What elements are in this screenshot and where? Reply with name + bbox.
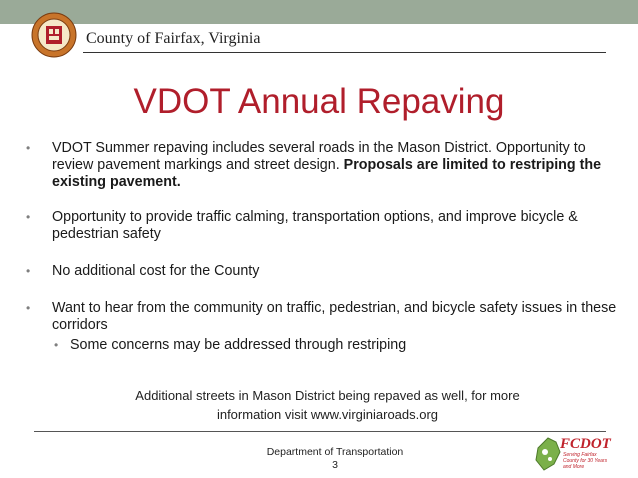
- bullet-4: [26, 300, 622, 354]
- bullet-marker: •: [26, 141, 31, 155]
- fcdot-logo-tagline: Serving Fairfax County for 30 Years and More: [563, 452, 608, 470]
- footer-info: [230, 446, 440, 472]
- bullet-2-text: Opportunity to provide traffic calming, transportation options, and improve bicycle & pedestrian safety: [52, 209, 578, 242]
- department-name: Department of Transportation: [266, 446, 404, 458]
- sub-bullet-text: Some concerns may be addressed through restriping: [70, 337, 407, 353]
- bullet-1-text: VDOT Summer repaving includes several roads in the Mason District. Opportunity to review pavement markings and street design.: [52, 140, 586, 173]
- fcdot-logo-text: FCDOT: [560, 436, 611, 452]
- header-divider: [83, 52, 606, 53]
- page-number: 3: [332, 459, 338, 471]
- note-line-1: Additional streets in Mason District being repaved as well, for more: [135, 388, 520, 403]
- bullet-1: [26, 140, 622, 191]
- bullet-marker: •: [26, 301, 31, 315]
- bullet-marker: •: [26, 210, 31, 224]
- note-line-2: information visit www.virginiaroads.org: [216, 407, 439, 422]
- bullet-4-text: Want to hear from the community on traffic, pedestrian, and bicycle safety issues in these corridors: [52, 300, 617, 333]
- bullet-marker: •: [54, 338, 59, 352]
- top-banner: [0, 0, 638, 24]
- sub-bullet: [26, 337, 622, 354]
- bullet-1-bold: Proposals are limited to restriping the existing pavement.: [52, 157, 602, 190]
- county-seal-icon: [31, 12, 77, 58]
- county-name: County of Fairfax, Virginia: [86, 30, 261, 47]
- bullet-marker: •: [26, 264, 31, 278]
- repaving-note: [0, 386, 638, 424]
- footer-divider: [34, 431, 606, 432]
- bullet-2: [26, 209, 622, 243]
- bullet-3-text: No additional cost for the County: [52, 263, 260, 279]
- slide-title: VDOT Annual Repaving: [133, 82, 505, 121]
- bullet-3: [26, 263, 622, 280]
